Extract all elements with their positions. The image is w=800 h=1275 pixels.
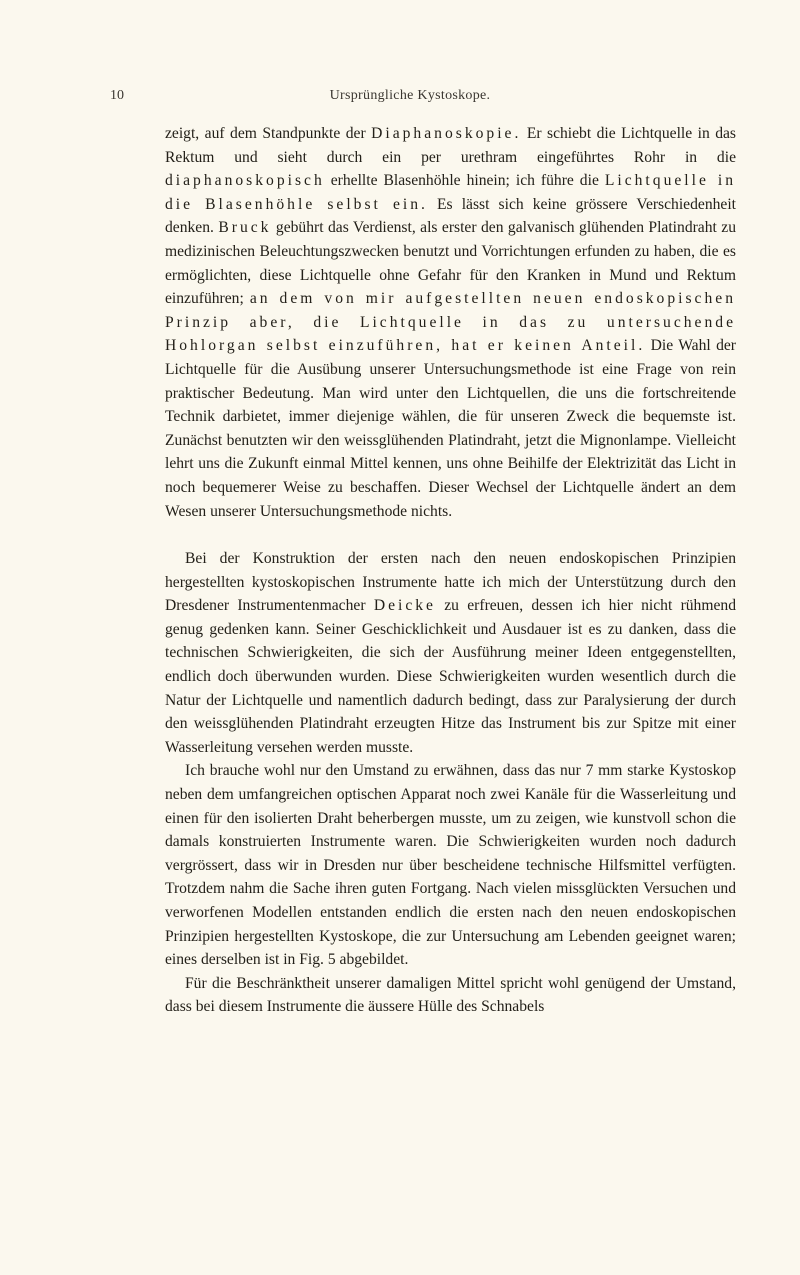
emphasized-text: Lichtquelle in die Blasenhöhle selbst ein. — [165, 172, 736, 213]
emphasized-text: Diaphanoskopie. — [371, 125, 522, 142]
emphasized-text: Bruck — [218, 219, 272, 237]
text-segment: zu erfreuen, dessen ich hier nicht rühmend genug gedenken kann. Seiner Geschicklichkeit und Ausdauer ist es zu danken, dass die technischen Schwierigkeiten, die sich der Ausführung meiner Ideen entgegenstellten, endlich doch überwunden wurden. Diese Schwierigkeiten wurden wesentlich durch die Natur der Lichtquelle und namentlich dadurch bedingt, dass zur Paralysierung der durch den weissglühenden Platindraht erzeugten Hitze das Instrument bis zur Spitze mit einer Wasserleitung versehen werden musste. — [165, 597, 736, 756]
body-text — [165, 122, 736, 1019]
page-header — [110, 88, 710, 114]
paragraph — [165, 547, 736, 759]
text-segment: Es lässt sich keine grössere Verschiedenheit denken. — [165, 195, 736, 237]
emphasized-text: Deicke — [373, 597, 436, 615]
text-segment: gebührt das Verdienst, als erster den galvanisch glühenden Platindraht zu medizinischen Beleuchtungszwecken benutzt und Vorrichtungen erfunden zu haben, die es ermöglichten, diese Lichtquelle ohne Gefahr für den Kranken in Mund und Rektum einzuführen; — [165, 219, 737, 308]
text-segment: Für die Beschränktheit unserer damaligen Mittel spricht wohl genügend der Umstand, dass bei diesem Instrumente die äussere Hülle des Schnabels — [165, 974, 736, 1016]
paragraph — [165, 759, 736, 971]
text-segment: erhellte Blasenhöhle hinein; ich führe die — [324, 172, 605, 190]
emphasized-text: an dem von mir aufgestellten neuen endoskopischen Prinzip aber, die Lichtquelle in das zu untersuchende Hohlorgan selbst einzuführen, hat er keinen Anteil. — [165, 290, 736, 355]
emphasized-text: diaphanoskopisch — [165, 172, 325, 190]
paragraph — [165, 122, 736, 523]
text-segment: Er schiebt die Lichtquelle in das Rektum und sieht durch ein per urethram eingeführtes Rohr in die — [165, 125, 736, 166]
running-head: Ursprüngliche Kystoskope. — [329, 88, 491, 103]
paragraph — [165, 972, 736, 1019]
text-segment: Ich brauche wohl nur den Umstand zu erwähnen, dass das nur 7 mm starke Kystoskop neben dem umfangreichen optischen Apparat noch zwei Kanäle für die Wasserleitung und einen für den isolierten Draht beherbergen musste, um zu zeigen, wie kunstvoll schon die damals konstruierten Instrumente waren. Die Schwierigkeiten wurden noch dadurch vergrössert, dass wir in Dresden nur über bescheidene technische Hilfsmittel verfügten. Trotzdem nahm die Sache ihren guten Fortgang. Nach vielen missglückten Versuchen und verworfenen Modellen entstanden endlich die ersten nach den neuen endoskopischen Prinzipien hergestellten Kystoskope, die zur Untersuchung am Lebenden geeignet waren; eines derselben ist in Fig. 5 abgebildet. — [165, 762, 736, 969]
text-segment: zeigt, auf dem Standpunkte der — [165, 125, 372, 142]
text-segment: Bei der Konstruktion der ersten nach den neuen endoskopischen Prinzipien hergestellten kystoskopischen Instrumente hatte ich mich der Unterstützung durch den Dresdener Instrumentenmacher — [165, 550, 736, 615]
text-segment: Die Wahl der Lichtquelle für die Ausübung unserer Untersuchungsmethode ist eine Frage von rein praktischer Bedeutung. Man wird unter den Lichtquellen, die uns die fortschreitende Technik darbietet, immer diejenige wählen, die für unseren Zweck die bequemste ist. Zunächst benutzten wir den weissglühenden Platindraht, jetzt die Mignonlampe. Vielleicht lehrt uns die Zukunft einmal Mittel kennen, uns ohne Beihilfe der Elektrizität das Licht in noch bequemerer Weise zu beschaffen. Dieser Wechsel der Lichtquelle ändert an dem Wesen unserer Untersuchungsmethode nichts. — [165, 337, 736, 520]
page-number: 10 — [110, 88, 124, 103]
